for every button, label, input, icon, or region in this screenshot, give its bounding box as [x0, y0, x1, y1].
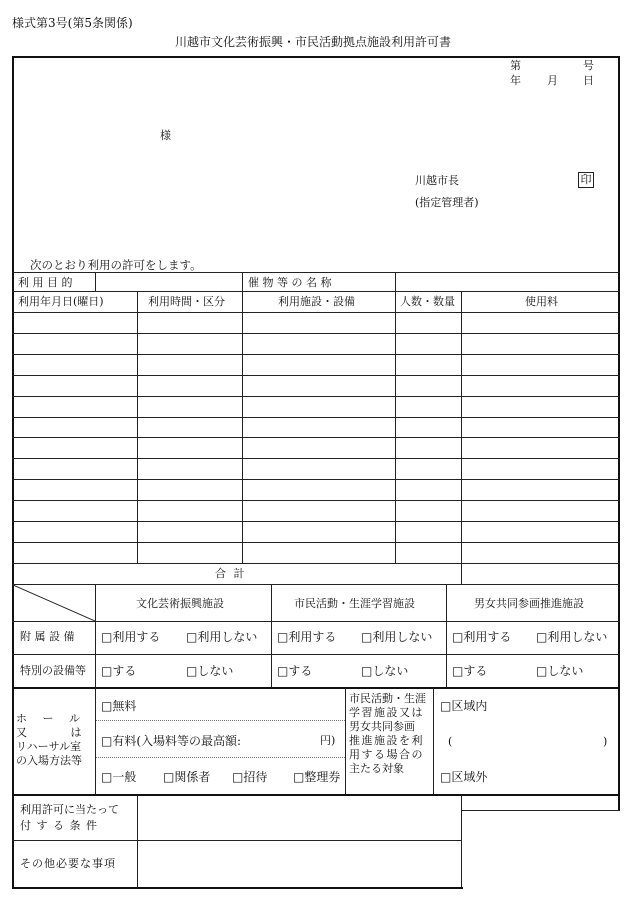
out-city-check[interactable]: □区域外	[440, 770, 488, 784]
rule	[95, 688, 96, 795]
header-time: 利用時間・区分	[148, 295, 225, 308]
rule	[12, 584, 620, 585]
rule	[12, 621, 620, 622]
col-equality: 男女共同参画推進施設	[474, 597, 584, 610]
target-label-6: 主たる対象	[349, 762, 404, 775]
hall-invite-check[interactable]: □招待	[232, 770, 268, 784]
date-month: 月	[547, 74, 558, 87]
special-no-civic[interactable]: □しない	[361, 664, 409, 678]
hall-paid-unit: 円)	[320, 734, 336, 747]
special-yes-culture[interactable]: □する	[101, 664, 137, 678]
date-day: 日	[583, 74, 594, 87]
hall-related-check[interactable]: □関係者	[163, 770, 211, 784]
rule	[12, 272, 620, 273]
permit-statement: 次のとおり利用の許可をします。	[30, 258, 202, 272]
rule	[433, 688, 434, 795]
hall-label-1: ホ ー ル	[16, 712, 86, 725]
table-row-rule	[12, 417, 620, 418]
paren-open: (	[448, 735, 453, 748]
form-number: 様式第3号(第5条関係)	[12, 16, 133, 30]
attached-use-equality[interactable]: □利用する	[452, 630, 512, 644]
table-row-rule	[12, 396, 620, 397]
purpose-label: 利 用 目 的	[18, 276, 73, 289]
number-go: 号	[583, 59, 594, 72]
header-facility: 利用施設・設備	[278, 295, 355, 308]
rule	[95, 584, 96, 687]
rule	[461, 810, 620, 811]
col-civic: 市民活動・生涯学習施設	[294, 597, 415, 610]
in-city-check[interactable]: □区域内	[440, 699, 488, 713]
special-yes-equality[interactable]: □する	[452, 664, 488, 678]
conditions-label-2: 付 す る 条 件	[20, 819, 98, 832]
hall-label-3: リハーサル室	[16, 740, 82, 753]
rule	[242, 291, 243, 563]
hall-ticket-check[interactable]: □整理券	[293, 770, 341, 784]
total-label: 合 計	[215, 567, 247, 580]
hall-label-2: 又 は	[16, 726, 82, 739]
attached-nouse-equality[interactable]: □利用しない	[536, 630, 608, 644]
document-title: 川越市文化芸術振興・市民活動拠点施設利用許可書	[175, 35, 452, 49]
table-row-rule	[12, 479, 620, 480]
target-label-1: 市民活動・生涯	[349, 692, 426, 705]
addressee-suffix: 様	[160, 129, 171, 142]
dotted-rule	[96, 757, 345, 759]
attached-nouse-culture[interactable]: □利用しない	[186, 630, 258, 644]
rule	[345, 688, 346, 795]
header-date: 利用年月日(曜日)	[18, 295, 104, 308]
frame-left	[12, 56, 14, 888]
rule	[395, 272, 396, 291]
attached-use-civic[interactable]: □利用する	[277, 630, 337, 644]
paren-close: )	[603, 735, 608, 748]
table-row-rule	[12, 354, 620, 355]
table-row-rule	[12, 333, 620, 334]
rule	[137, 795, 138, 888]
rule	[12, 654, 620, 655]
attached-nouse-civic[interactable]: □利用しない	[361, 630, 433, 644]
target-label-4: 推進施設を利	[349, 734, 424, 747]
special-no-culture[interactable]: □しない	[186, 664, 234, 678]
target-label-2: 学習施設又は	[349, 706, 424, 719]
rule	[242, 272, 243, 291]
diagonal-header-cell	[13, 585, 95, 621]
rule	[12, 312, 620, 313]
rule	[271, 584, 272, 687]
col-culture: 文化芸術振興施設	[136, 597, 224, 610]
date-year: 年	[510, 74, 521, 87]
table-row-rule	[12, 375, 620, 376]
table-row-rule	[12, 563, 620, 564]
special-yes-civic[interactable]: □する	[277, 664, 313, 678]
rule	[446, 584, 447, 687]
hall-general-check[interactable]: □一般	[101, 770, 137, 784]
seal-mark: 印	[578, 172, 594, 188]
special-label: 特別の設備等	[20, 664, 86, 677]
target-label-5: 用する場合の	[349, 748, 424, 761]
rule	[12, 687, 620, 689]
rule	[95, 272, 96, 291]
rule	[461, 795, 462, 888]
rule	[12, 840, 462, 841]
rule	[12, 794, 620, 796]
hall-paid-check[interactable]: □有料(入場料等の最高額:	[101, 734, 242, 748]
table-row-rule	[12, 437, 620, 438]
rule	[461, 291, 462, 584]
hall-label-4: の入場方法等	[16, 754, 82, 767]
target-label-3: 男女共同参画	[349, 720, 415, 733]
table-row-rule	[12, 458, 620, 459]
frame-top	[12, 56, 620, 58]
hall-free-check[interactable]: □無料	[101, 699, 137, 713]
header-fee: 使用料	[525, 295, 558, 308]
event-name-label: 催 物 等 の 名 称	[248, 276, 332, 289]
rule	[395, 291, 396, 563]
dotted-rule	[96, 720, 345, 722]
table-row-rule	[12, 542, 620, 543]
frame-right	[618, 56, 620, 811]
rule	[12, 291, 620, 292]
conditions-label-1: 利用許可に当たって	[20, 803, 119, 816]
table-row-rule	[12, 521, 620, 522]
special-no-equality[interactable]: □しない	[536, 664, 584, 678]
table-row-rule	[12, 500, 620, 501]
header-quantity: 人数・数量	[400, 295, 455, 308]
other-label: その他必要な事項	[20, 857, 116, 870]
attached-label: 附 属 設 備	[20, 630, 75, 643]
number-dai: 第	[510, 59, 521, 72]
rule	[137, 291, 138, 563]
rule	[12, 887, 463, 889]
designated-manager: (指定管理者)	[415, 196, 479, 209]
attached-use-culture[interactable]: □利用する	[101, 630, 161, 644]
issuer-name: 川越市長	[415, 174, 459, 187]
